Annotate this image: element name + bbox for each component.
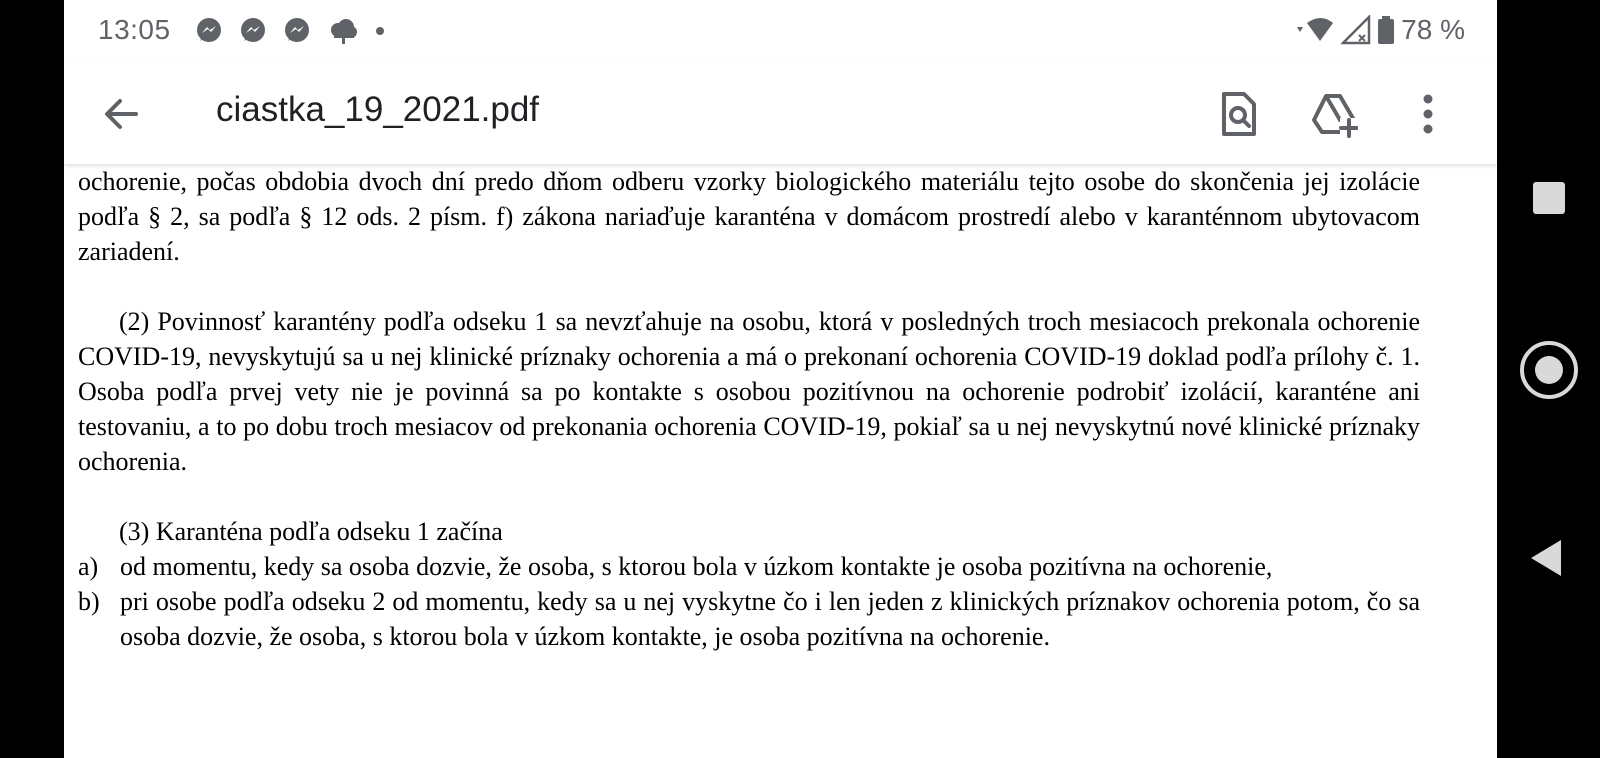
recents-square-icon[interactable] [1519, 176, 1579, 220]
messenger-icon [238, 16, 268, 46]
home-circle-icon[interactable] [1519, 340, 1579, 400]
battery-icon [1377, 15, 1395, 45]
navigation-bar [1497, 0, 1600, 758]
system-status-icons [1295, 14, 1465, 46]
paragraph-2: (2) Povinnosť karantény podľa odseku 1 sa nevzťahuje na osobu, ktorá v posledných troch mesiacoch prekonala ochorenie COVID-19, nevyskytujú sa u nej klinické príznaky ochorenia a má o prekonaní ochorenia COVID-19 doklad podľa prílohy č. 1. Osoba podľa prvej vety nie je povinná sa po kontakte s osobou pozitívnou na ochorenie podrobiť izolácií, karanténe ani testovaniu, a to po dobu troch mesiacov od prekonania ochorenia COVID-19, pokiaľ sa u nej nevyskytnú nové klinické príznaky ochorenia. [78, 307, 1420, 476]
wifi-icon [1295, 15, 1335, 45]
list-item-label: b) [78, 587, 100, 616]
more-vert-icon[interactable] [1404, 90, 1452, 138]
list-item-label: a) [78, 552, 99, 581]
list-item-text: od momentu, kedy sa osoba dozvie, že osoba, s ktorou bola v úzkom kontakte je osoba pozitívna na ochorenie, [120, 552, 1273, 581]
notification-icons [194, 16, 386, 46]
list-item-a [78, 549, 1420, 584]
dot-icon [374, 16, 386, 46]
battery-percent: 78 % [1401, 14, 1465, 45]
add-to-drive-icon[interactable] [1310, 90, 1358, 138]
back-triangle-icon[interactable] [1519, 536, 1579, 580]
status-bar [64, 0, 1497, 64]
cloud-settings-icon [326, 16, 360, 46]
status-time: 13:05 [98, 14, 171, 45]
messenger-icon [282, 16, 312, 46]
search-in-document-icon[interactable] [1214, 90, 1262, 138]
back-arrow-icon[interactable] [100, 92, 144, 136]
pdf-viewport[interactable] [64, 164, 1497, 758]
pdf-page-text [78, 164, 1420, 654]
phone-screen [64, 0, 1497, 758]
messenger-icon [194, 16, 224, 46]
list-item-b [78, 584, 1420, 654]
paragraph-1: ochorenie, počas obdobia dvoch dní predo dňom odberu vzorky biologického materiálu tejto osobe do skončenia jej izolácie podľa § 2, sa podľa § 12 ods. 2 písm. f) zákona nariaďuje karanténa v domácom prostredí alebo v karanténnom ubytovacom zariadení. [78, 167, 1420, 266]
app-bar [64, 64, 1497, 164]
paragraph-3: (3) Karanténa podľa odseku 1 začína [119, 517, 503, 546]
document-title: ciastka_19_2021.pdf [216, 90, 540, 129]
cell-signal-icon [1341, 15, 1371, 45]
list-item-text: pri osobe podľa odseku 2 od momentu, kedy sa u nej vyskytne čo i len jeden z klinických príznakov ochorenia potom, čo sa osoba dozvie, že osoba, s ktorou bola v úzkom kontakte, je osoba pozitívna na ochorenie. [120, 587, 1420, 651]
